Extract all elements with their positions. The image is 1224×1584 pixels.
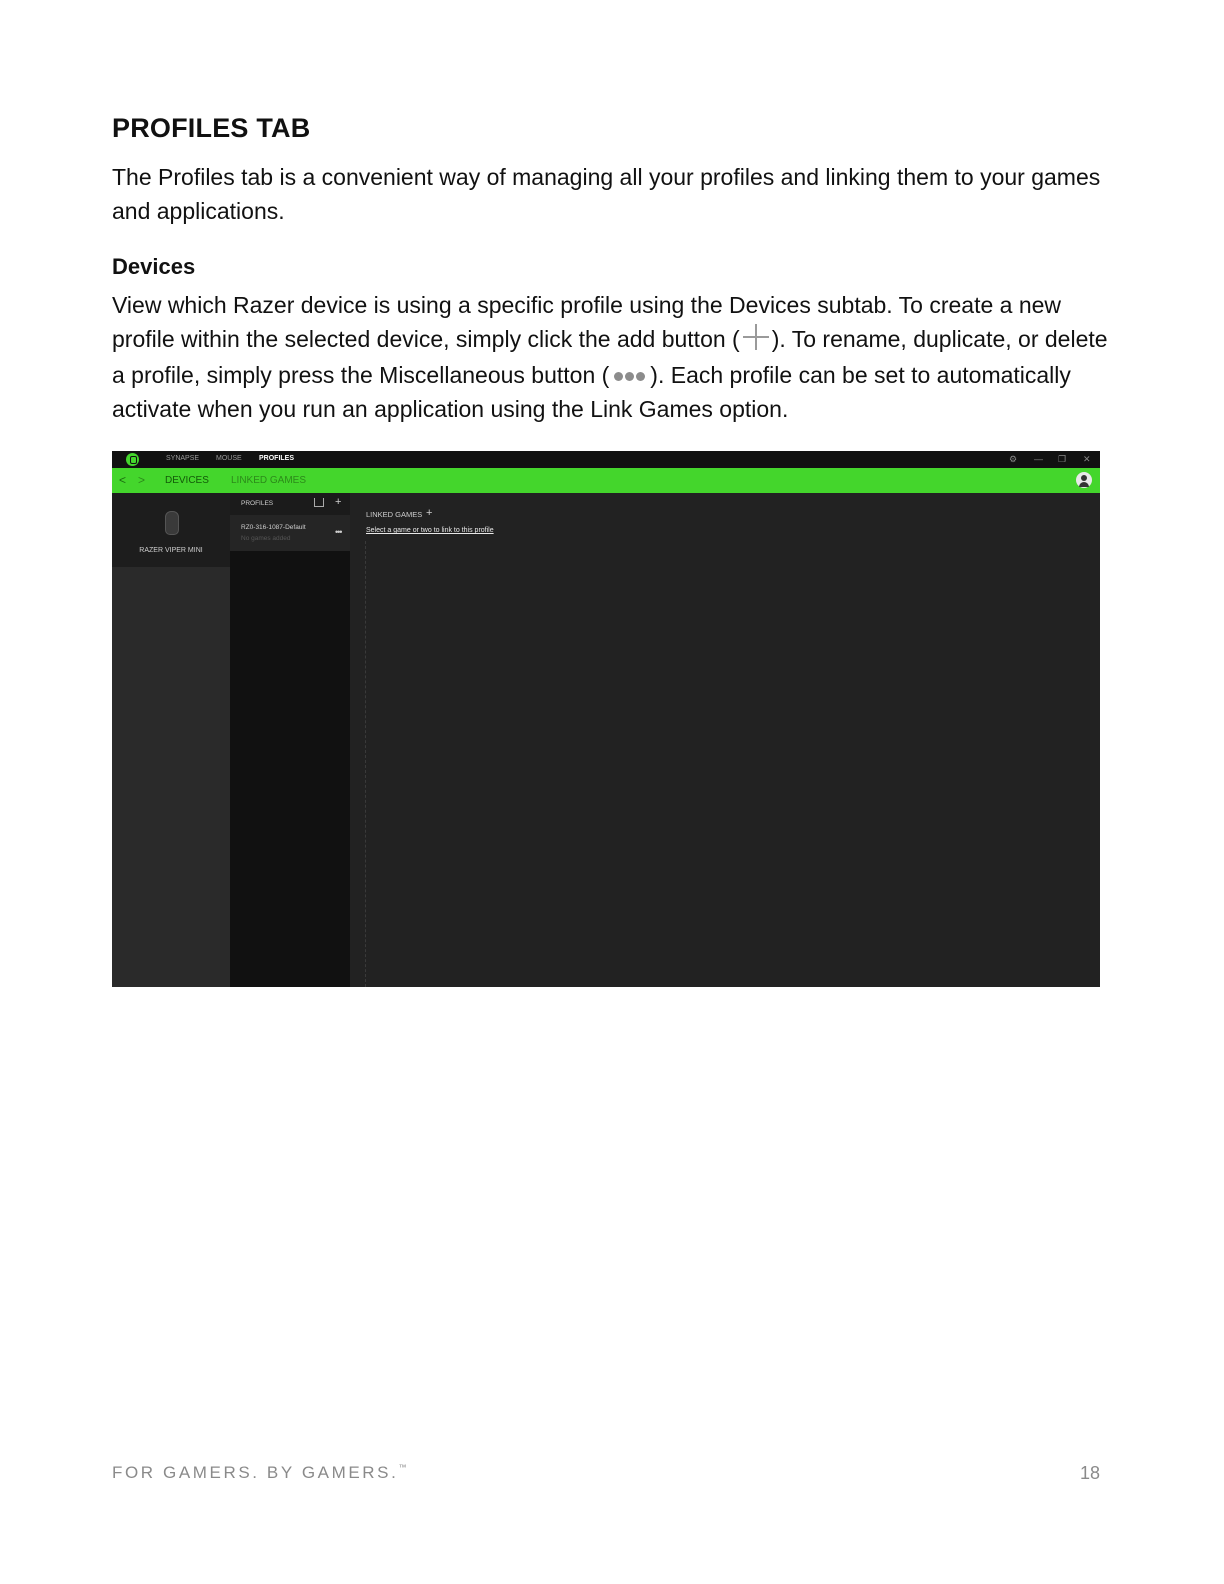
- miscellaneous-icon: [613, 356, 646, 390]
- devices-paragraph: [112, 288, 1112, 426]
- device-card[interactable]: [112, 493, 230, 567]
- synapse-screenshot: [112, 451, 1100, 987]
- device-name: RAZER VIPER MINI: [139, 547, 203, 554]
- subtab-bar: [112, 468, 1100, 493]
- profile-name: RZ0-316-1087-Default: [241, 524, 306, 531]
- footer-tagline: [112, 1463, 406, 1483]
- add-icon: [743, 324, 769, 350]
- linked-games-title: LINKED GAMES: [366, 510, 423, 519]
- close-icon[interactable]: ✕: [1083, 454, 1091, 464]
- link-game-link[interactable]: Select a game or two to link to this profile: [366, 527, 494, 534]
- tab-synapse[interactable]: SYNAPSE: [166, 455, 200, 462]
- profile-item[interactable]: [230, 515, 350, 551]
- trademark-symbol: ™: [398, 1463, 407, 1472]
- subsection-heading: Devices: [112, 254, 196, 279]
- device-column: [112, 493, 230, 987]
- subtab-devices[interactable]: DEVICES: [165, 475, 209, 486]
- maximize-icon[interactable]: ❐: [1058, 454, 1067, 464]
- user-avatar-icon[interactable]: [1076, 472, 1092, 488]
- profiles-column: [230, 493, 350, 987]
- title-bar: [112, 451, 1100, 468]
- profiles-title: PROFILES: [241, 500, 274, 507]
- forward-button[interactable]: >: [138, 473, 146, 487]
- section-heading: PROFILES TAB: [112, 113, 311, 143]
- panel-divider: [365, 541, 367, 987]
- tab-profiles[interactable]: PROFILES: [259, 455, 295, 462]
- devices-text-3: ). Each profile can be set to automatically activate when you run an application using the Link Games option.: [112, 362, 1071, 422]
- profiles-header: [230, 493, 350, 515]
- back-button[interactable]: <: [119, 473, 127, 487]
- devices-text-2: ). To rename, duplicate, or delete a profile, simply press the Miscellaneous button (: [112, 326, 1108, 388]
- settings-icon[interactable]: ⚙: [1009, 454, 1018, 464]
- profile-status: No games added: [241, 535, 291, 542]
- razer-logo-icon: [126, 453, 139, 466]
- tagline-text: FOR GAMERS. BY GAMERS.: [112, 1463, 399, 1482]
- page-number: 18: [1079, 1463, 1100, 1483]
- mouse-icon: [165, 511, 179, 535]
- add-profile-button[interactable]: +: [335, 496, 342, 508]
- intro-paragraph: The Profiles tab is a convenient way of managing all your profiles and linking them to your games and applications.: [112, 164, 1101, 224]
- subtab-linked-games[interactable]: LINKED GAMES: [231, 475, 307, 486]
- add-linked-game-button[interactable]: +: [426, 507, 433, 519]
- tab-mouse[interactable]: MOUSE: [216, 455, 242, 462]
- minimize-icon[interactable]: —: [1034, 454, 1043, 464]
- miscellaneous-button[interactable]: •••: [335, 527, 342, 537]
- import-icon[interactable]: [314, 498, 324, 507]
- devices-text-1: View which Razer device is using a specific profile using the Devices subtab. To create a new profile within the selected device, simply click the add button (: [112, 292, 1062, 352]
